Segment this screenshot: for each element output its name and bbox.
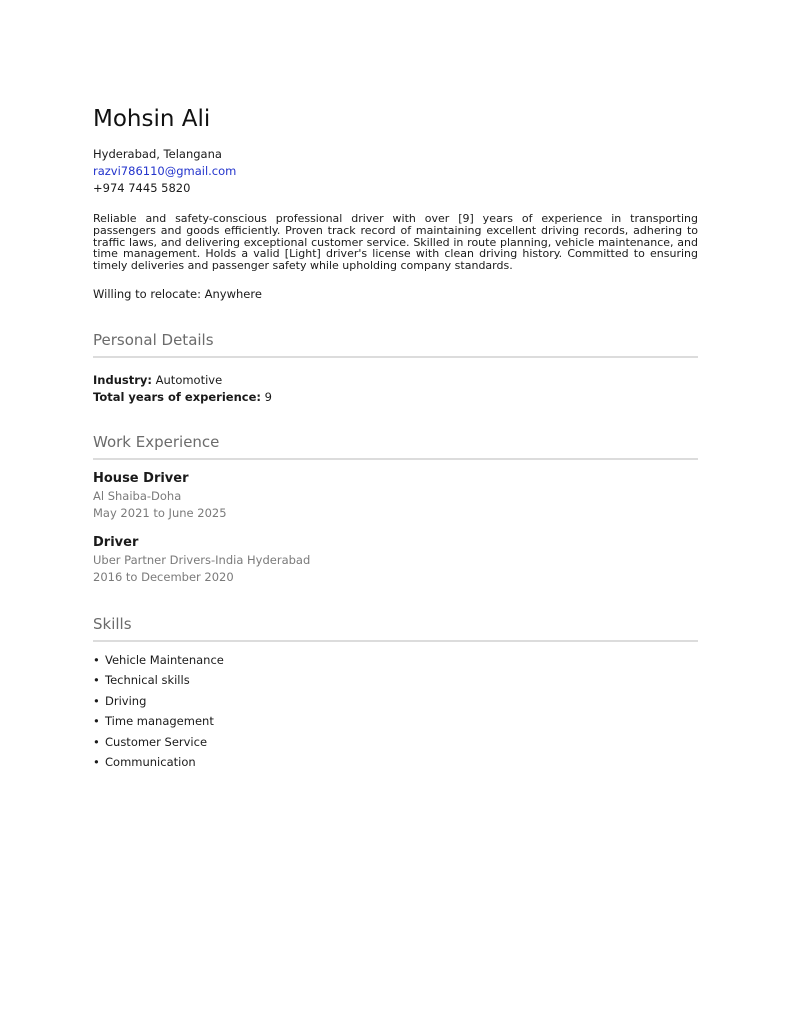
email-line — [93, 163, 698, 180]
skill-item: • Technical skills — [93, 670, 698, 690]
industry-value: Automotive — [155, 372, 223, 387]
experience-value: 9 — [264, 389, 272, 404]
summary-paragraph: Reliable and safety-conscious professional driver with over [9] years of experience in transporting passengers and goods efficiently. Proven track record of maintaining excellent driving records, adhering to traffic laws, and delivering exceptional customer service. Skilled in route planning, vehicle maintenance, and time management. Holds a valid [Light] driver's license with clean driving history. Committed to ensuring timely deliveries and passenger safety while upholding company standards. — [93, 212, 698, 273]
personal-details-list — [93, 372, 698, 406]
skill-item: • Time management — [93, 711, 698, 731]
section-title-skills: Skills — [93, 614, 698, 642]
section-title-personal-details: Personal Details — [93, 330, 698, 358]
job-dates: May 2021 to June 2025 — [93, 505, 227, 520]
skill-item: • Vehicle Maintenance — [93, 650, 698, 670]
relocate-text: Willing to relocate: Anywhere — [93, 286, 262, 301]
location-text: Hyderabad, Telangana — [93, 147, 222, 161]
job-title: Driver — [93, 534, 139, 550]
job-entry — [93, 534, 698, 586]
job-company: Uber Partner Drivers-India Hyderabad — [93, 552, 311, 567]
email-link[interactable]: razvi786110@gmail.com — [93, 164, 237, 178]
industry-row — [93, 372, 698, 389]
skills-list — [93, 650, 698, 772]
job-entry — [93, 470, 698, 522]
candidate-name: Mohsin Ali — [93, 106, 211, 132]
section-title-work-experience: Work Experience — [93, 432, 698, 460]
industry-label: Industry: — [93, 372, 152, 387]
experience-label: Total years of experience: — [93, 389, 261, 404]
experience-row — [93, 389, 698, 406]
skill-item: • Customer Service — [93, 732, 698, 752]
phone-text: +974 7445 5820 — [93, 181, 191, 195]
skill-item: • Communication — [93, 752, 698, 772]
skill-item: • Driving — [93, 691, 698, 711]
job-title: House Driver — [93, 470, 189, 486]
job-dates: 2016 to December 2020 — [93, 569, 234, 584]
job-company: Al Shaiba-Doha — [93, 488, 182, 503]
